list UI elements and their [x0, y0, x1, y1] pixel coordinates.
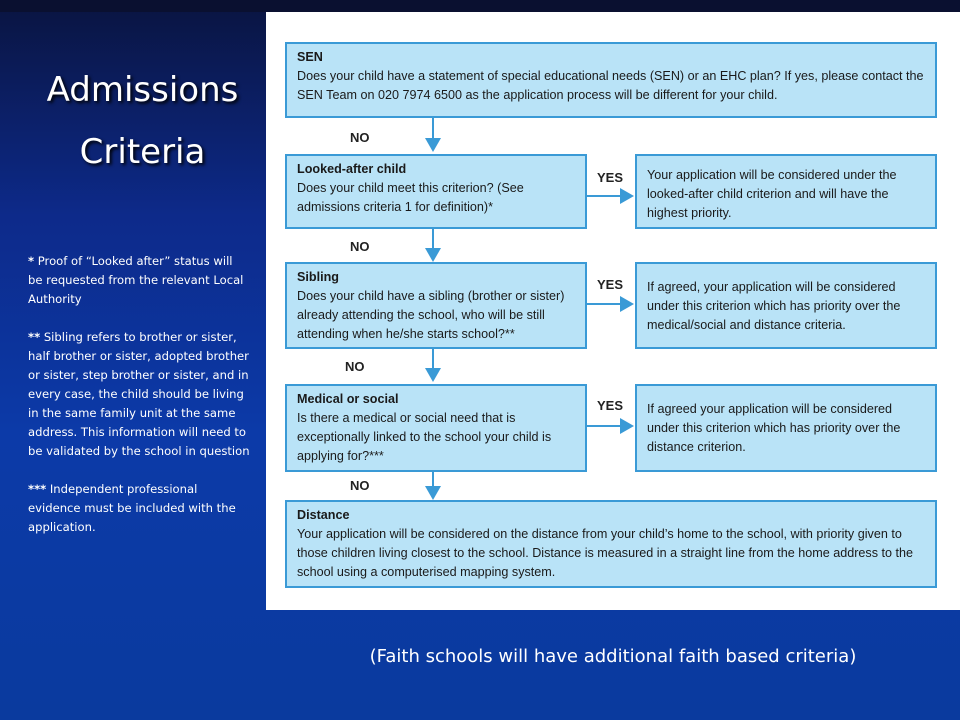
sibling-heading: Sibling	[297, 270, 339, 284]
no-label-3: NO	[345, 359, 365, 374]
no-label-2: NO	[350, 239, 370, 254]
footnote-text: Proof of “Looked after” status will be requested from the relevant Local Authority	[28, 254, 244, 306]
distance-heading: Distance	[297, 508, 350, 522]
footnote-mark: **	[28, 330, 41, 344]
sibling-outcome-box	[635, 262, 937, 349]
distance-box	[285, 500, 937, 588]
sibling-text: Does your child have a sibling (brother or sister) already attending the school, who will be still attending when he/she starts school?**	[297, 289, 565, 341]
looked-after-box	[285, 154, 587, 229]
page-title-line1: Admissions	[46, 70, 239, 110]
yes-label-3: YES	[597, 398, 624, 413]
footnote-medical	[28, 480, 250, 537]
footnote-mark: ***	[28, 482, 47, 496]
footnotes	[28, 252, 250, 556]
looked-after-outcome-box	[635, 154, 937, 229]
sibling-outcome: If agreed, your application will be considered under this criterion which has priority over the medical/social and distance criteria.	[647, 280, 901, 332]
yes-label-2: YES	[597, 277, 624, 292]
medical-outcome: If agreed your application will be considered under this criterion which has priority over the distance criterion.	[647, 402, 901, 454]
looked-after-heading: Looked-after child	[297, 162, 407, 176]
top-band	[0, 0, 960, 12]
yes-label-1: YES	[597, 170, 624, 185]
sen-heading: SEN	[297, 50, 323, 64]
sibling-box	[285, 262, 587, 349]
footnote-looked-after	[28, 252, 250, 309]
looked-after-text: Does your child meet this criterion? (See admissions criteria 1 for definition)*	[297, 181, 524, 214]
medical-outcome-box	[635, 384, 937, 472]
footnote-mark: *	[28, 254, 35, 268]
no-label-1: NO	[350, 130, 370, 145]
footnote-sibling	[28, 328, 250, 461]
faith-schools-note: (Faith schools will have additional faith based criteria)	[369, 646, 857, 667]
no-label-4: NO	[350, 478, 370, 493]
looked-after-outcome: Your application will be considered under the looked-after child criterion and will have the highest priority.	[647, 168, 897, 220]
sen-box	[285, 42, 937, 118]
medical-text: Is there a medical or social need that is exceptionally linked to the school your child is applying for?***	[297, 411, 552, 463]
sen-text: Does your child have a statement of special educational needs (SEN) or an EHC plan? If yes, please contact the SEN Team on 020 7974 6500 as the application process will be different for your child.	[297, 69, 924, 102]
distance-text: Your application will be considered on the distance from your child’s home to the school, with priority given to those children living closest to the school. Distance is measured in a straight line from the home address to the school using a computerised mapping system.	[297, 527, 914, 579]
footnote-text: Independent professional evidence must be included with the application.	[28, 482, 236, 534]
medical-heading: Medical or social	[297, 392, 399, 406]
page-title-line2: Criteria	[79, 132, 206, 172]
footnote-text: Sibling refers to brother or sister, half brother or sister, adopted brother or sister, step brother or sister, and in every case, the child should be living in the same family unit at the same address. This information will need to be validated by the school in question	[28, 330, 250, 458]
medical-box	[285, 384, 587, 472]
